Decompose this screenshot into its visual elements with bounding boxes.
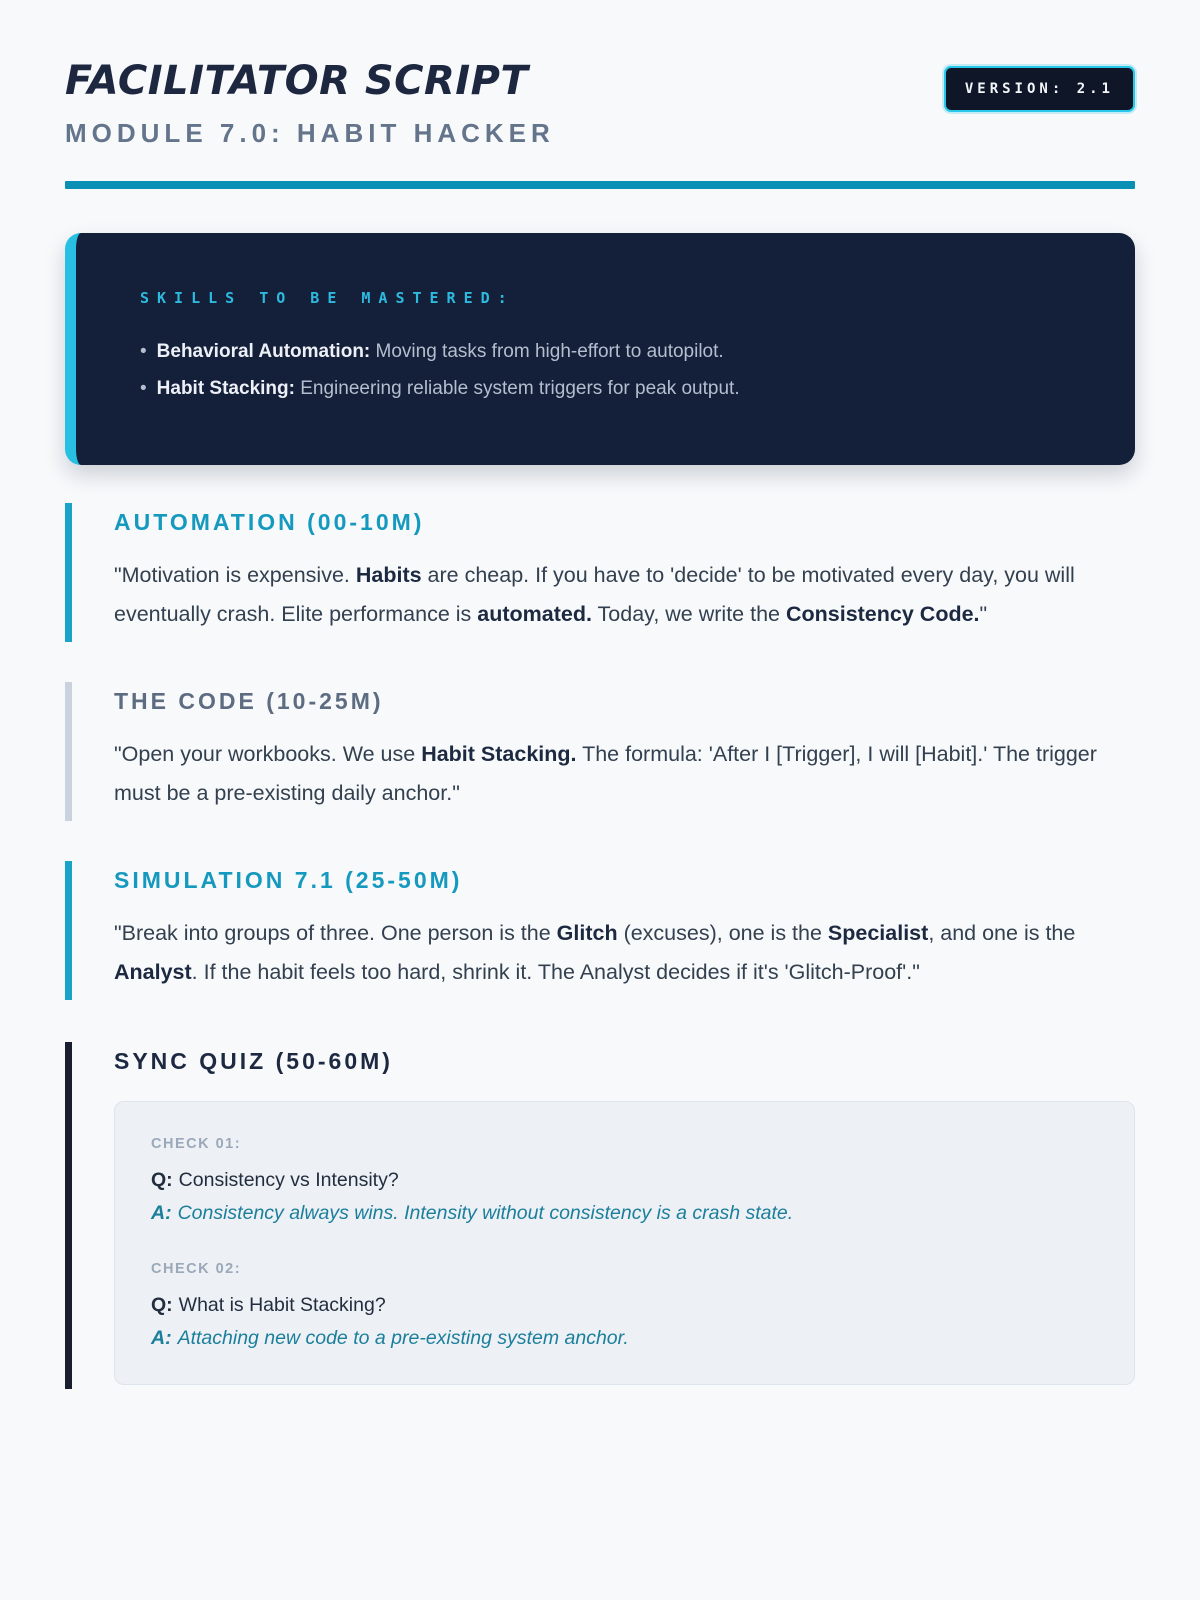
answer-prefix: A:	[151, 1327, 172, 1349]
version-badge: VERSION: 2.1	[944, 66, 1135, 112]
answer-line	[151, 1198, 1098, 1229]
skill-item-behavioral-automation	[140, 333, 1075, 370]
question-prefix: Q:	[151, 1169, 173, 1191]
skill-term: Behavioral Automation:	[156, 341, 371, 362]
skills-list	[140, 333, 1075, 407]
quiz-check-02	[151, 1261, 1098, 1354]
quiz-check-01	[151, 1136, 1098, 1229]
skill-desc: Moving tasks from high-effort to autopilot.	[370, 341, 724, 362]
question-line	[151, 1165, 1098, 1196]
skill-term: Habit Stacking:	[156, 378, 295, 399]
section-paragraph: "Break into groups of three. One person is the Glitch (excuses), one is the Specialist, and one is the Analyst. If the habit feels too hard, shrink it. The Analyst decides if it's 'Glitch-Proof'."	[114, 921, 1076, 984]
skill-desc: Engineering reliable system triggers for peak output.	[294, 378, 740, 399]
quiz-title: SYNC QUIZ (50-60M)	[114, 1048, 393, 1074]
skills-card	[65, 233, 1135, 465]
check-label: CHECK 01:	[151, 1136, 242, 1152]
skill-item-habit-stacking	[140, 370, 1075, 407]
section-title: SIMULATION 7.1 (25-50M)	[114, 867, 463, 893]
answer-line	[151, 1323, 1098, 1354]
quiz-card	[114, 1101, 1135, 1385]
bullet-glyph: •	[140, 378, 147, 399]
section-paragraph: "Open your workbooks. We use Habit Stacking. The formula: 'After I [Trigger], I will [Habit].' The trigger must be a pre-existing daily anchor."	[114, 742, 1097, 805]
question-text: What is Habit Stacking?	[178, 1294, 386, 1316]
answer-text: Consistency always wins. Intensity without consistency is a crash state.	[177, 1202, 794, 1224]
answer-text: Attaching new code to a pre-existing system anchor.	[177, 1327, 629, 1349]
module-subtitle: MODULE 7.0: HABIT HACKER	[65, 118, 555, 148]
question-prefix: Q:	[151, 1294, 173, 1316]
section-paragraph: "Motivation is expensive. Habits are cheap. If you have to 'decide' to be motivated every day, you will eventually crash. Elite performance is automated. Today, we write the Consistency Code."	[114, 563, 1075, 626]
section-simulation	[65, 861, 1135, 1000]
bullet-glyph: •	[140, 341, 147, 362]
section-title: THE CODE (10-25M)	[114, 688, 384, 714]
check-label: CHECK 02:	[151, 1261, 242, 1277]
document-header	[65, 58, 1135, 189]
question-text: Consistency vs Intensity?	[178, 1169, 399, 1191]
header-divider	[65, 181, 1135, 189]
section-the-code	[65, 682, 1135, 821]
answer-prefix: A:	[151, 1202, 172, 1224]
section-title: AUTOMATION (00-10M)	[114, 509, 425, 535]
question-line	[151, 1290, 1098, 1321]
skills-heading: SKILLS TO BE MASTERED:	[140, 289, 515, 307]
section-sync-quiz	[65, 1042, 1135, 1389]
section-automation	[65, 503, 1135, 642]
page-title: FACILITATOR SCRIPT	[65, 58, 529, 104]
